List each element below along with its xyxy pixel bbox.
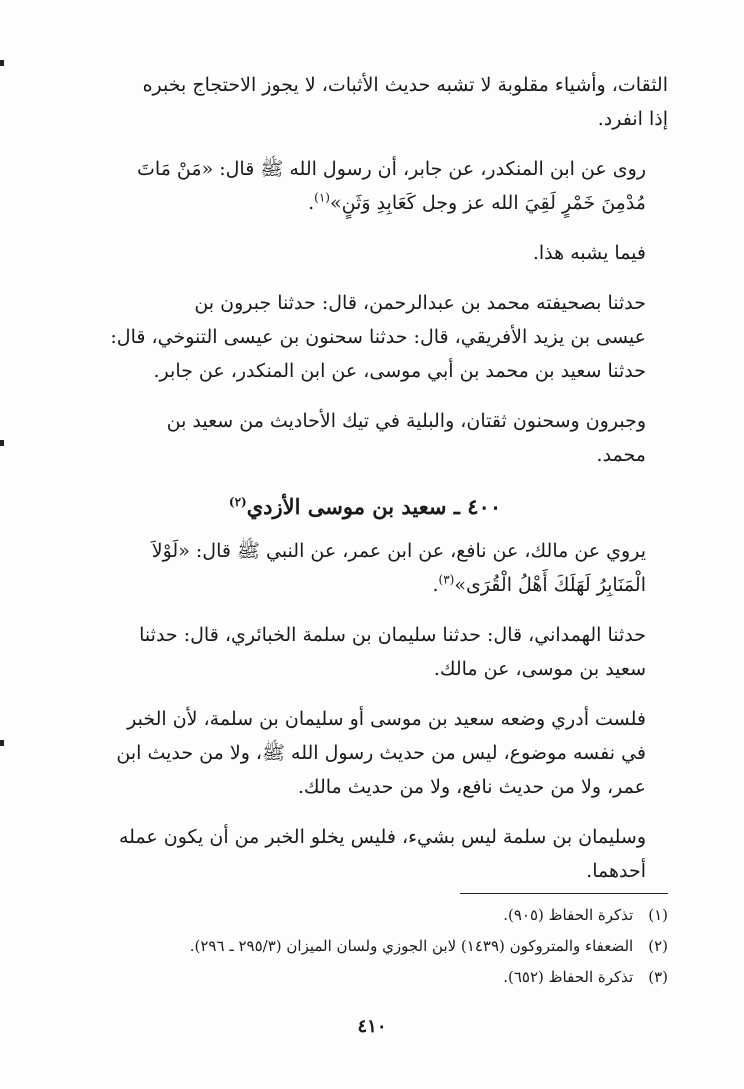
end-punctuation: . [308, 192, 315, 214]
end-punctuation: . [432, 574, 439, 596]
text-line: يروي عن مالك، عن نافع، عن ابن عمر، عن النبي ﷺ قال: «لَوْلاَ [151, 540, 646, 562]
scan-edge-mark-middle [0, 440, 4, 446]
text-line: حدثنا الهمداني، قال: حدثنا سليمان بن سلمة الخبائري، قال: حدثنا [139, 624, 646, 646]
text-line: وسليمان بن سلمة ليس بشيء، فليس يخلو الخبر من أن يكون عمله [118, 826, 646, 848]
paragraph-3 [62, 236, 668, 270]
footnotes [62, 900, 668, 993]
paragraph-2 [62, 152, 668, 220]
text-line: حدثنا سعيد بن محمد بن أبي موسى، عن ابن المنكدر، عن جابر. [153, 360, 646, 382]
footnote-text: تذكرة الحفاظ (٩٠٥). [503, 906, 634, 924]
paragraph-8 [62, 702, 668, 804]
text-line: أحدهما. [586, 860, 646, 882]
footnote-divider [460, 893, 668, 894]
text-line [62, 568, 668, 602]
heading-text: ٤٠٠ ـ سعيد بن موسى الأزدي [246, 494, 502, 519]
text-line: روى عن ابن المنكدر، عن جابر، أن رسول الله ﷺ قال: «مَنْ مَاتَ [137, 158, 646, 180]
text-line: فيما يشبه هذا. [532, 242, 646, 264]
text-line: الثقات، وأشياء مقلوبة لا تشبه حديث الأثبات، لا يجوز الاحتجاج بخبره [142, 74, 668, 96]
footnote-ref-1: (١) [314, 190, 330, 205]
quote-text: مُدْمِنَ خَمْرٍ لَقِيَ الله عز وجل كَعَابِدِ وَثَنٍ» [329, 192, 646, 214]
footnote-3 [62, 962, 668, 993]
text-line: وجبرون وسحنون ثقتان، والبلية في تيك الأحاديث من سعيد بن [166, 410, 646, 432]
paragraph-9 [62, 820, 668, 888]
paragraph-6 [62, 534, 668, 602]
page-number: ٤١٠ [357, 1016, 387, 1037]
footnote-ref-2: (٢) [228, 495, 247, 509]
text-line: عيسى بن يزيد الأفريقي، قال: حدثنا سحنون بن عيسى التنوخي، قال: [110, 326, 646, 348]
footnote-number: (٢) [648, 937, 668, 955]
quote-text: الْمَنَابِرُ لَهَلَكَ أَهْلُ الْقُرَى» [454, 574, 646, 596]
scan-edge-mark-top [0, 60, 4, 66]
paragraph-4 [62, 286, 668, 388]
text-line: فلست أدري وضعه سعيد بن موسى أو سليمان بن سلمة، لأن الخبر [127, 708, 646, 730]
footnote-number: (٣) [648, 968, 668, 986]
text-line: عمر، ولا من حديث نافع، ولا من حديث مالك. [297, 776, 646, 798]
footnote-1 [62, 900, 668, 931]
entry-heading [62, 490, 668, 524]
paragraph-1 [62, 68, 668, 136]
footnote-text: تذكرة الحفاظ (٦٥٢). [503, 968, 634, 986]
text-line: حدثنا بصحيفته محمد بن عبدالرحمن، قال: حدثنا جبرون بن [194, 292, 646, 314]
footnote-ref-3: (٣) [438, 572, 455, 587]
text-line: محمد. [596, 444, 646, 466]
footnote-text: الضعفاء والمتروكون (١٤٣٩) لابن الجوزي ولسان الميزان (٢٩٥/٣ ـ ٢٩٦). [189, 937, 634, 955]
paragraph-5 [62, 404, 668, 472]
text-line: إذا انفرد. [597, 108, 668, 130]
footnote-2 [62, 931, 668, 962]
scan-edge-mark-lower [0, 740, 4, 746]
text-line [62, 186, 668, 220]
footnote-number: (١) [648, 906, 668, 924]
paragraph-7 [62, 618, 668, 686]
text-line: سعيد بن موسى، عن مالك. [433, 658, 646, 680]
text-line: في نفسه موضوع، ليس من حديث رسول الله ﷺ، ولا من حديث ابن [116, 742, 646, 764]
page-body [62, 68, 668, 904]
